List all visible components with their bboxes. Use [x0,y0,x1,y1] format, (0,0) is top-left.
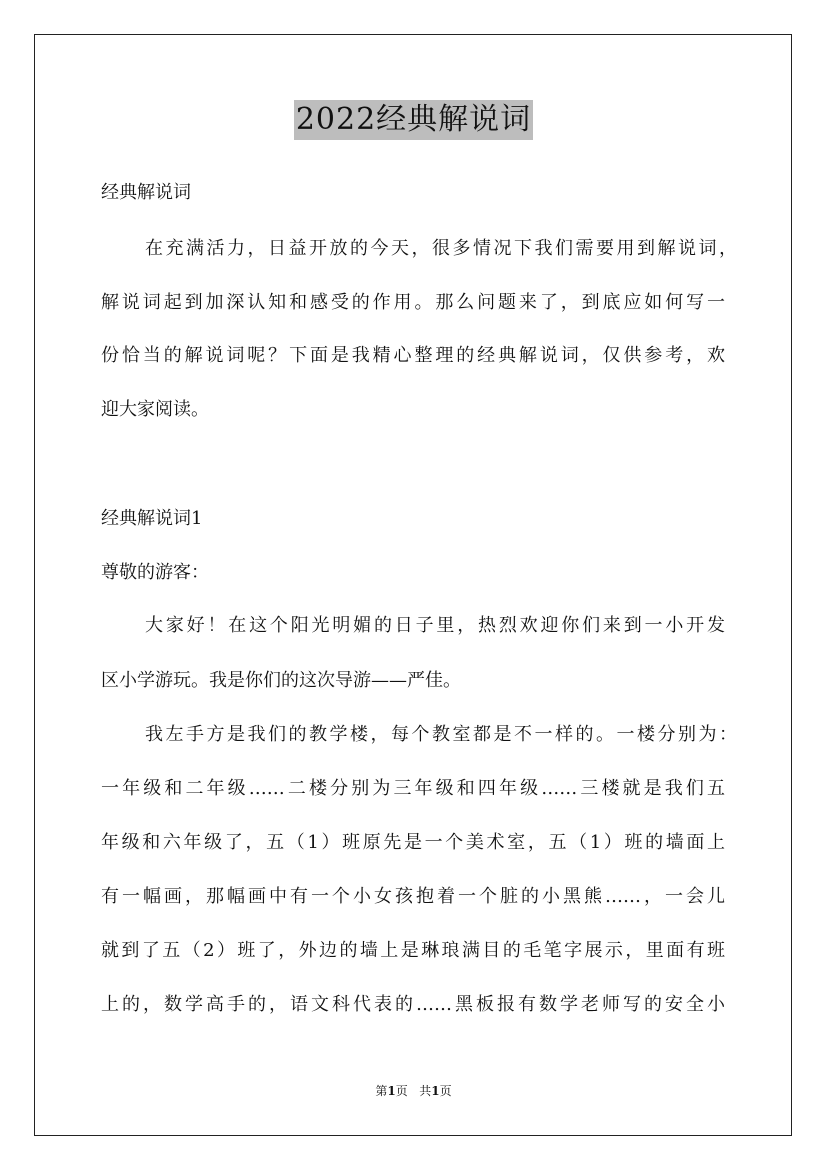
subtitle: 经典解说词 [101,182,191,203]
page-suffix: 页 [395,1084,408,1098]
para2-line: 我左手方是我们的教学楼，每个教室都是不一样的。一楼分别为： [145,724,737,745]
intro-line: 在充满活力，日益开放的今天，很多情况下我们需要用到解说词， [145,238,737,259]
para1-line: 大家好！在这个阳光明媚的日子里，热烈欢迎你们来到一小开发 [145,615,725,636]
intro-line: 迎大家阅读。 [101,399,209,420]
total-pages: 1 [431,1084,440,1098]
greeting: 尊敬的游客： [101,562,209,583]
para2-line: 就到了五（2）班了，外边的墙上是琳琅满目的毛笔字展示，里面有班 [101,940,725,961]
page-number: 1 [387,1084,396,1098]
intro-line: 份恰当的解说词呢？下面是我精心整理的经典解说词，仅供参考，欢 [101,345,725,366]
section-heading: 经典解说词1 [101,508,203,529]
document-title: 2022经典解说词 [294,100,533,140]
para2-line: 一年级和二年级……二楼分别为三年级和四年级……三楼就是我们五 [101,778,725,799]
total-suffix: 页 [439,1084,452,1098]
intro-line: 解说词起到加深认知和感受的作用。那么问题来了，到底应如何写一 [101,292,725,313]
document-title-wrap [0,100,827,140]
page-footer [0,1083,827,1099]
page-prefix: 第 [375,1084,388,1098]
total-prefix: 共 [419,1084,432,1098]
para1-line: 区小学游玩。我是你们的这次导游——严佳。 [101,670,461,691]
para2-line: 上的，数学高手的，语文科代表的……黑板报有数学老师写的安全小 [101,994,725,1015]
para2-line: 有一幅画，那幅画中有一个小女孩抱着一个脏的小黑熊……，一会儿 [101,886,725,907]
para2-line: 年级和六年级了，五（1）班原先是一个美术室，五（1）班的墙面上 [101,832,725,853]
